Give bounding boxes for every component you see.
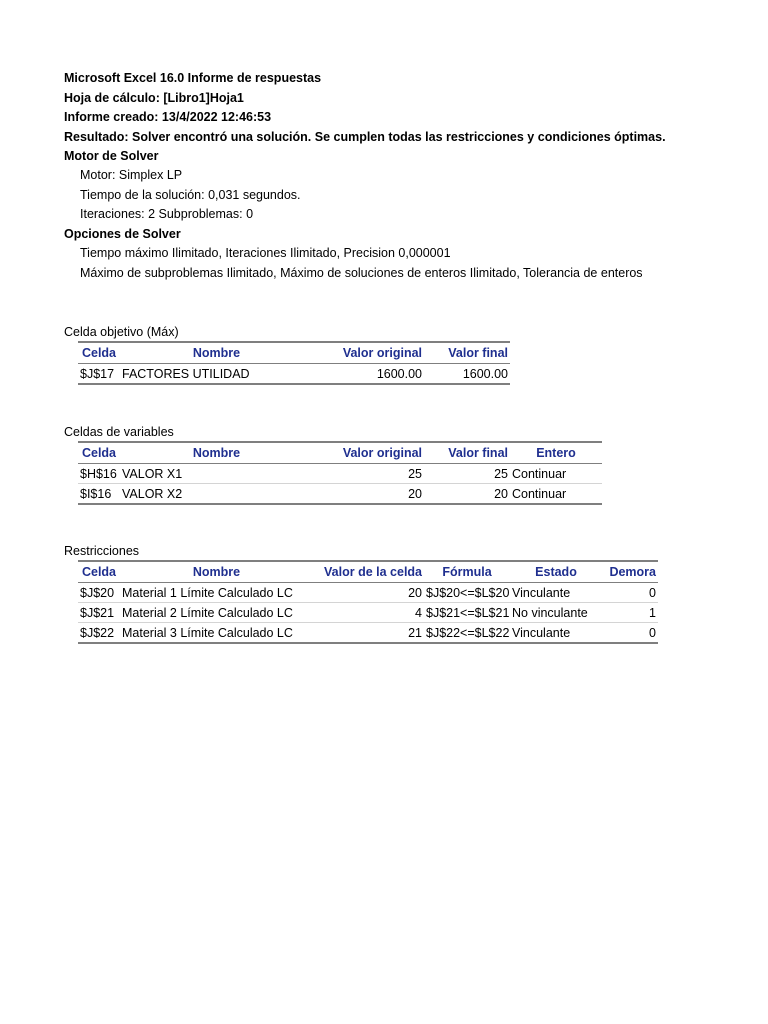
engine-line: Motor: Simplex LP (80, 168, 183, 182)
report-title: Microsoft Excel 16.0 Informe de respuestas (64, 71, 322, 85)
cell-ref: $J$17 (78, 364, 120, 385)
cell-name: VALOR X2 (120, 484, 313, 505)
col-nombre: Nombre (120, 561, 313, 583)
cell-formula: $J$21<=$L$21 (424, 603, 510, 623)
engine-line: Iteraciones: 2 Subproblemas: 0 (80, 207, 254, 221)
engine-heading: Motor de Solver (64, 149, 159, 163)
cell-ref: $J$22 (78, 623, 120, 644)
cell-name: VALOR X1 (120, 464, 313, 484)
table-row (78, 484, 602, 505)
cell-original-value: 20 (313, 484, 424, 505)
col-formula: Fórmula (424, 561, 510, 583)
col-celda: Celda (78, 561, 120, 583)
cell-value: 21 (313, 623, 424, 644)
table-row (78, 603, 658, 623)
cell-value: 4 (313, 603, 424, 623)
cell-slack: 0 (602, 583, 658, 603)
table-row (78, 623, 658, 644)
col-valor-celda: Valor de la celda (313, 561, 424, 583)
cell-status: Vinculante (510, 623, 602, 644)
cell-formula: $J$20<=$L$20 (424, 583, 510, 603)
constraints-table (78, 560, 658, 644)
cell-ref: $H$16 (78, 464, 120, 484)
cell-integer: Continuar (510, 464, 602, 484)
options-line: Máximo de subproblemas Ilimitado, Máximo de soluciones de enteros Ilimitado, Tolerancia de enteros (80, 266, 643, 280)
col-valor-original: Valor original (313, 442, 424, 464)
cell-final-value: 20 (424, 484, 510, 505)
col-nombre: Nombre (120, 442, 313, 464)
cell-final-value: 25 (424, 464, 510, 484)
col-demora: Demora (602, 561, 658, 583)
cell-name: FACTORES UTILIDAD (120, 364, 313, 385)
col-valor-original: Valor original (313, 342, 424, 364)
created-line: Informe creado: 13/4/2022 12:46:53 (64, 110, 272, 124)
col-nombre: Nombre (120, 342, 313, 364)
cell-name: Material 3 Límite Calculado LC (120, 623, 313, 644)
cell-value: 20 (313, 583, 424, 603)
objective-section-title: Celda objetivo (Máx) (64, 325, 179, 339)
variables-table (78, 441, 602, 505)
cell-final-value: 1600.00 (424, 364, 510, 385)
col-valor-final: Valor final (424, 442, 510, 464)
result-line: Resultado: Solver encontró una solución. Se cumplen todas las restricciones y condiciones óptimas. (64, 130, 666, 144)
table-row (78, 583, 658, 603)
cell-original-value: 1600.00 (313, 364, 424, 385)
variables-section-title: Celdas de variables (64, 425, 174, 439)
col-estado: Estado (510, 561, 602, 583)
col-celda: Celda (78, 342, 120, 364)
table-row (78, 364, 510, 385)
cell-status: No vinculante (510, 603, 602, 623)
constraints-section-title: Restricciones (64, 544, 140, 558)
table-row (78, 464, 602, 484)
objective-table (78, 341, 510, 385)
col-valor-final: Valor final (424, 342, 510, 364)
options-heading: Opciones de Solver (64, 227, 181, 241)
cell-status: Vinculante (510, 583, 602, 603)
cell-ref: $J$21 (78, 603, 120, 623)
cell-slack: 0 (602, 623, 658, 644)
cell-ref: $J$20 (78, 583, 120, 603)
cell-name: Material 1 Límite Calculado LC (120, 583, 313, 603)
col-entero: Entero (510, 442, 602, 464)
options-line: Tiempo máximo Ilimitado, Iteraciones Ilimitado, Precision 0,000001 (80, 246, 451, 260)
worksheet-line: Hoja de cálculo: [Libro1]Hoja1 (64, 91, 244, 105)
col-celda: Celda (78, 442, 120, 464)
engine-line: Tiempo de la solución: 0,031 segundos. (80, 188, 301, 202)
cell-slack: 1 (602, 603, 658, 623)
cell-original-value: 25 (313, 464, 424, 484)
cell-ref: $I$16 (78, 484, 120, 505)
cell-integer: Continuar (510, 484, 602, 505)
cell-name: Material 2 Límite Calculado LC (120, 603, 313, 623)
cell-formula: $J$22<=$L$22 (424, 623, 510, 644)
